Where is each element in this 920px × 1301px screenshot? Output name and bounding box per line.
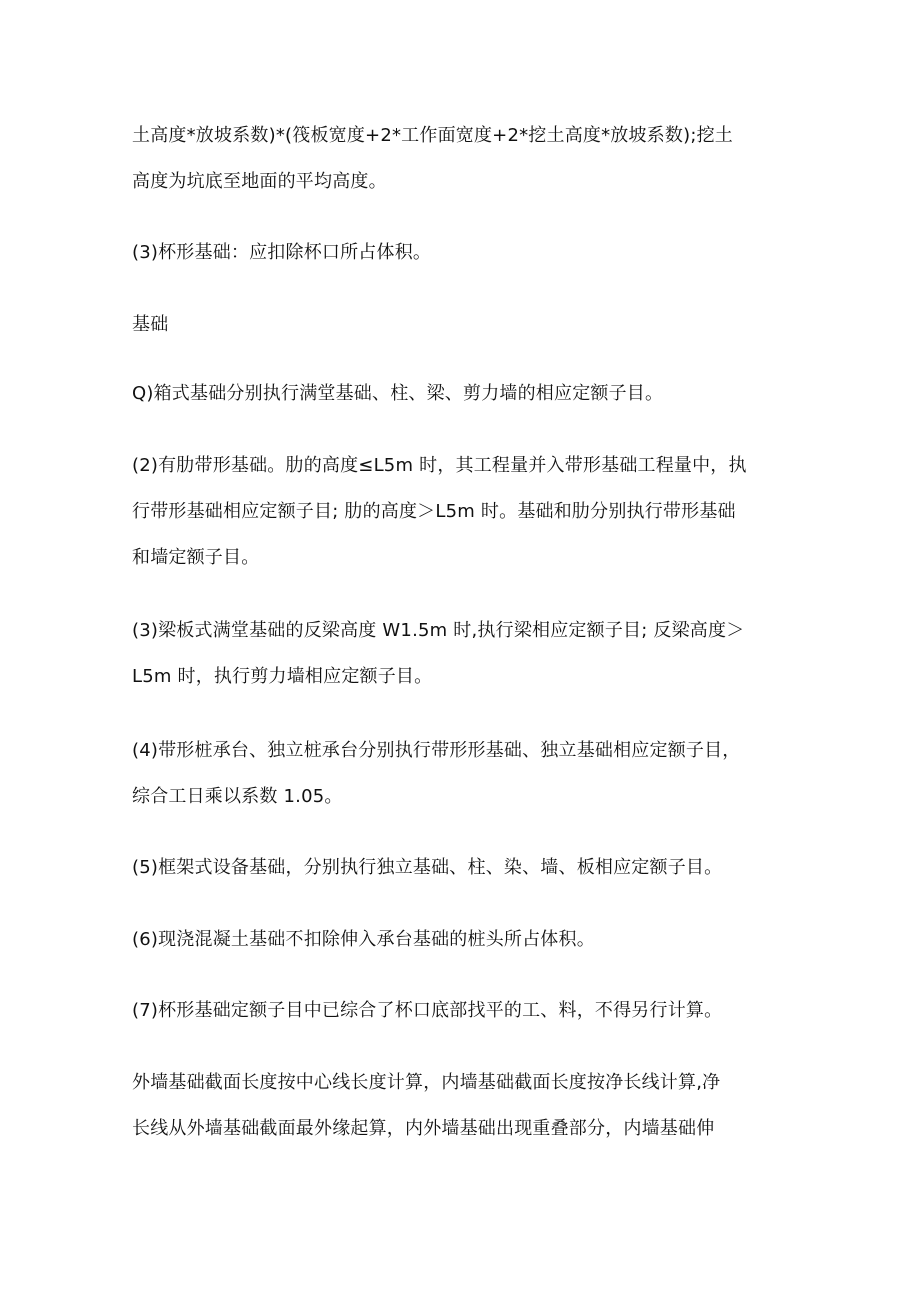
paragraph-beam-slab-foundation bbox=[132, 608, 794, 700]
text-line: 高度为坑底至地面的平均高度。 bbox=[132, 171, 387, 192]
paragraph-cup-foundation bbox=[132, 230, 794, 276]
text-line: (4)带形桩承台、独立桩承台分别执行带形形基础、独立基础相应定额子目， bbox=[132, 740, 741, 761]
paragraph-wall-foundation-length bbox=[132, 1060, 794, 1152]
text-line: 土高度*放坡系数)*(筏板宽度+2*工作面宽度+2*挖土高度*放坡系数);挖土 bbox=[132, 125, 733, 146]
paragraph-box-foundation bbox=[132, 371, 794, 417]
text-line: Q)箱式基础分别执行满堂基础、柱、梁、剪力墙的相应定额子目。 bbox=[132, 383, 664, 404]
text-line: 长线从外墙基础截面最外缘起算，内外墙基础出现重叠部分，内墙基础伸 bbox=[132, 1118, 715, 1139]
text-line: (3)杯形基础：应扣除杯口所占体积。 bbox=[132, 242, 432, 263]
paragraph-ribbed-strip-foundation bbox=[132, 443, 794, 581]
text-line: L5m 时，执行剪力墙相应定额子目。 bbox=[132, 666, 433, 687]
text-line: 综合工日乘以系数 1.05。 bbox=[132, 786, 343, 807]
text-line: (3)梁板式满堂基础的反梁高度 W1.5m 时,执行梁相应定额子目; 反梁高度＞ bbox=[132, 620, 745, 641]
text-line: (7)杯形基础定额子目中已综合了杯口底部找平的工、料，不得另行计算。 bbox=[132, 1000, 723, 1021]
paragraph-equipment-foundation bbox=[132, 845, 794, 891]
text-line: (5)框架式设备基础，分别执行独立基础、柱、染、墙、板相应定额子目。 bbox=[132, 857, 723, 878]
paragraph-pile-head bbox=[132, 917, 794, 963]
paragraph-cup-leveling bbox=[132, 988, 794, 1034]
text-line: (2)有肋带形基础。肋的高度≤L5m 时，其工程量并入带形基础工程量中，执 bbox=[132, 455, 747, 476]
text-line: 和墙定额子目。 bbox=[132, 547, 260, 568]
text-line: (6)现浇混凝土基础不扣除伸入承台基础的桩头所占体积。 bbox=[132, 929, 595, 950]
section-heading-foundation bbox=[132, 302, 794, 348]
paragraph-excavation-formula bbox=[132, 113, 794, 205]
paragraph-pile-cap bbox=[132, 728, 794, 820]
text-line: 基础 bbox=[132, 314, 169, 335]
text-line: 外墙基础截面长度按中心线长度计算，内墙基础截面长度按净长线计算,净 bbox=[132, 1072, 721, 1093]
text-line: 行带形基础相应定额子目; 肋的高度＞L5m 时。基础和肋分别执行带形基础 bbox=[132, 501, 736, 522]
